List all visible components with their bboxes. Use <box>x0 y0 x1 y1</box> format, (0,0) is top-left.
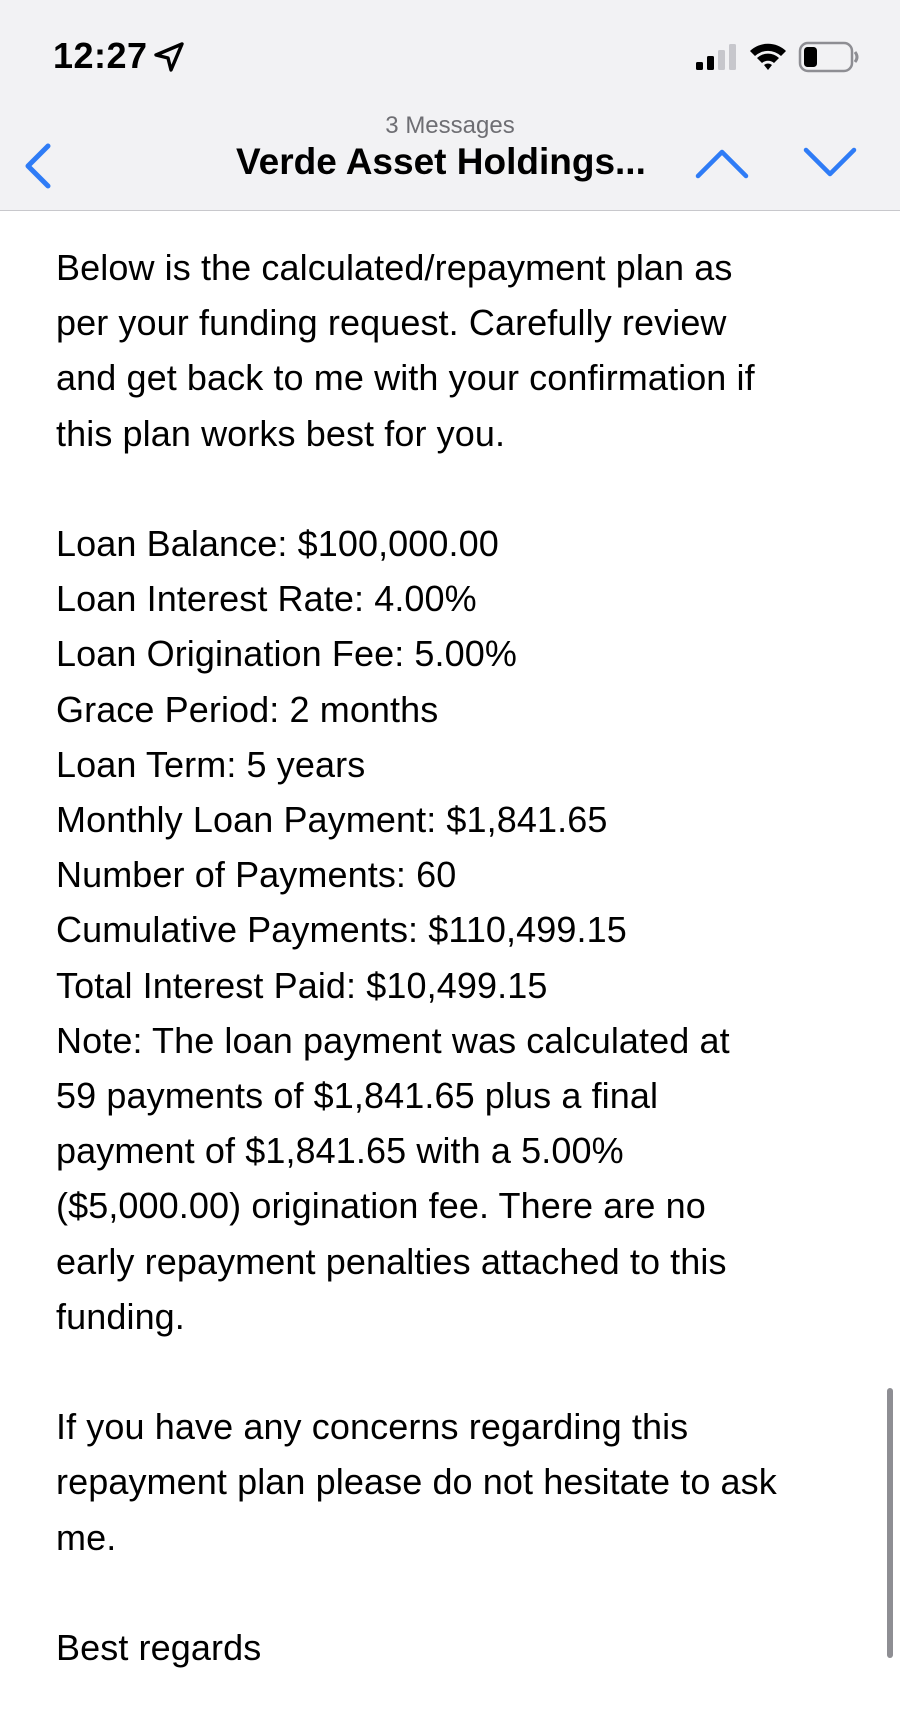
battery-icon <box>798 40 860 74</box>
location-arrow-icon <box>152 40 186 74</box>
intro-line: Below is the calculated/repayment plan as <box>56 247 733 288</box>
paragraph-gap <box>56 1344 856 1399</box>
intro-line: per your funding request. Carefully review <box>56 302 727 344</box>
loan-term: Loan Term: 5 years <box>56 743 366 785</box>
status-time: 12:27 <box>53 35 148 76</box>
note-line: early repayment penalties attached to this <box>56 1240 727 1282</box>
concerns-line: If you have any concerns regarding this <box>56 1406 689 1448</box>
note-line: payment of $1,841.65 with a 5.00% <box>56 1130 624 1172</box>
closing-line: Best regards <box>56 1627 262 1669</box>
message-body <box>56 240 856 1675</box>
concerns-line: me. <box>56 1516 117 1558</box>
loan-origination-fee: Loan Origination Fee: 5.00% <box>56 633 517 675</box>
wifi-icon <box>748 40 788 72</box>
note-line: ($5,000.00) origination fee. There are no <box>56 1185 706 1227</box>
paragraph-gap <box>56 1565 856 1620</box>
chevron-down-icon[interactable] <box>800 138 860 186</box>
note-line: Note: The loan payment was calculated at <box>56 1019 730 1061</box>
cellular-signal-icon <box>694 42 740 72</box>
paragraph-gap <box>56 461 856 516</box>
message-count: 3 Messages <box>385 112 515 139</box>
intro-line: this plan works best for you. <box>56 412 506 454</box>
grace-period: Grace Period: 2 months <box>56 688 439 730</box>
loan-interest-rate: Loan Interest Rate: 4.00% <box>56 578 477 620</box>
status-bar <box>0 0 900 112</box>
total-interest-paid: Total Interest Paid: $10,499.15 <box>56 964 548 1006</box>
monthly-loan-payment: Monthly Loan Payment: $1,841.65 <box>56 799 608 841</box>
chevron-up-icon[interactable] <box>692 138 752 186</box>
mail-nav-bar <box>0 112 900 211</box>
thread-title: Verde Asset Holdings... <box>236 141 646 182</box>
loan-balance: Loan Balance: $100,000.00 <box>56 523 499 564</box>
note-line: 59 payments of $1,841.65 plus a final <box>56 1075 659 1117</box>
number-of-payments: Number of Payments: 60 <box>56 854 457 896</box>
cumulative-payments: Cumulative Payments: $110,499.15 <box>56 909 627 951</box>
note-line: funding. <box>56 1295 185 1337</box>
concerns-line: repayment plan please do not hesitate to ask <box>56 1461 777 1503</box>
intro-line: and get back to me with your confirmation if <box>56 357 755 399</box>
back-chevron-icon[interactable] <box>14 134 68 194</box>
scrollbar[interactable] <box>887 1388 893 1658</box>
